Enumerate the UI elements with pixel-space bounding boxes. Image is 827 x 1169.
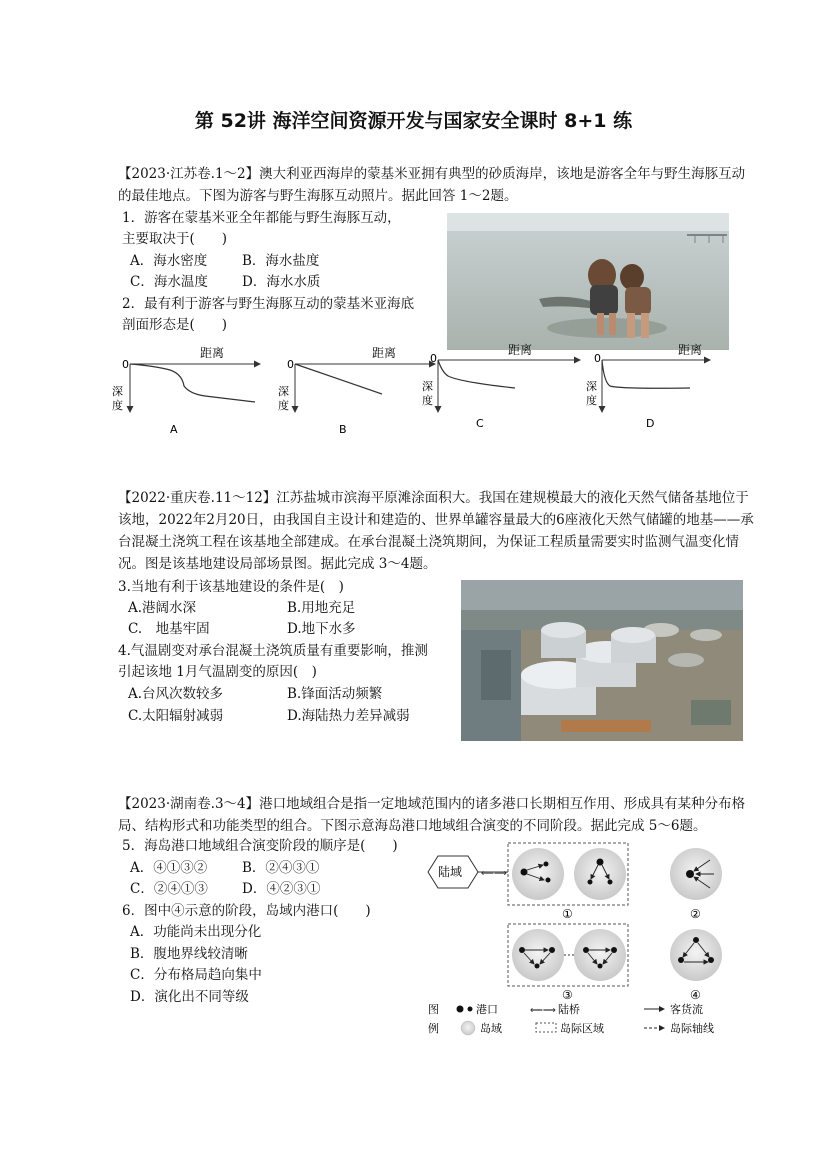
q4-option-c[interactable]: C.太阳辐射减弱 xyxy=(128,708,224,724)
graph-a-label: A xyxy=(170,423,178,436)
diagram-legend xyxy=(428,1002,714,1035)
stage2-island xyxy=(670,848,722,900)
stage3-label: ③ xyxy=(562,988,573,1002)
profile-graph-c xyxy=(422,343,580,430)
graph-a-zero: 0 xyxy=(122,358,129,371)
seabed-profile-graphs xyxy=(110,342,720,437)
stage3-island-left xyxy=(512,929,564,981)
q6-option-a[interactable]: A．功能尚未出现分化 xyxy=(130,924,262,940)
stage3-island-right xyxy=(574,929,626,981)
legend-island: 岛域 xyxy=(480,1022,502,1035)
profile-curve-b xyxy=(295,364,382,394)
section3-intro: 【2023·湖南卷.3～4】港口地域组合是指一定地域范围内的诸多港口长期相互作用、形成具有某种分布格局、结构形式和功能类型的组合。下图示意海岛港口地域组合演变的不同阶段。据此完成 5～6题。 xyxy=(118,796,746,834)
q6-option-d[interactable]: D．演化出不同等级 xyxy=(130,989,249,1005)
graph-b-distance: 距离 xyxy=(372,346,397,360)
legend-port: 港口 xyxy=(476,1003,498,1016)
graph-a-depth-2: 度 xyxy=(112,399,123,412)
stage4-island xyxy=(670,929,722,981)
graph-d-depth-2: 度 xyxy=(586,394,597,407)
stage1-island-left xyxy=(512,848,564,900)
q6-option-b[interactable]: B．腹地界线较清晰 xyxy=(130,946,248,962)
section2-intro: 【2022·重庆卷.11～12】江苏盐城市滨海平原滩涂面积大。我国在建规模最大的液化天然气储备基地位于该地，2022年2月20日，由我国自主设计和建造的、世界单罐容量最大的6座液化天然气储罐的地基——承台混凝土浇筑工程在该基地全部建成。在承台混凝土浇筑期间，为保证工程质量需要实时监测气温变化情况。图是该基地建设局部场景图。据此完成 3～4题。 xyxy=(118,490,754,572)
mainland-block xyxy=(428,856,478,888)
graph-c-distance: 距离 xyxy=(508,343,533,357)
q4-stem-line1: 4.气温剧变对承台混凝土浇筑质量有重要影响，推测 xyxy=(118,643,428,659)
q4-option-b[interactable]: B.锋面活动频繁 xyxy=(287,686,383,702)
legend-axis: 岛际轴线 xyxy=(670,1022,714,1035)
q1-option-a[interactable]: A．海水密度 xyxy=(130,253,208,269)
stage2-label: ② xyxy=(690,907,701,921)
q5-option-c[interactable]: C．②④①③ xyxy=(130,881,208,897)
q5-stem: 5．海岛港口地域组合演变阶段的顺序是( ) xyxy=(122,838,398,854)
graph-b-label: B xyxy=(339,423,347,436)
q1-stem-line2: 主要取决于( ) xyxy=(122,231,228,247)
q2-stem-line1: 2．最有利于游客与野生海豚互动的蒙基米亚海底 xyxy=(122,296,415,312)
port-evolution-diagram xyxy=(418,836,738,1038)
q4-stem-line2: 引起该地 1月气温剧变的原因( ) xyxy=(118,664,317,680)
q1-option-b[interactable]: B．海水盐度 xyxy=(242,253,320,269)
legend-title-1: 图 xyxy=(428,1003,439,1016)
stage4-label: ④ xyxy=(690,988,701,1002)
graph-a-depth-1: 深 xyxy=(112,385,123,398)
legend-inter: 岛际区域 xyxy=(560,1022,604,1035)
q3-option-d[interactable]: D.地下水多 xyxy=(287,621,356,637)
graph-d-distance: 距离 xyxy=(678,343,703,357)
legend-passenger: 客货流 xyxy=(670,1003,703,1016)
graph-c-depth-2: 度 xyxy=(422,394,433,407)
q3-stem: 3.当地有利于该基地建设的条件是( ) xyxy=(118,579,344,595)
q2-stem-line2: 剖面形态是( ) xyxy=(122,317,228,333)
dolphin-photo xyxy=(447,213,729,350)
q5-option-d[interactable]: D．④②③① xyxy=(242,881,321,897)
q1-option-c[interactable]: C．海水温度 xyxy=(130,274,208,290)
q5-option-a[interactable]: A．④①③② xyxy=(130,860,208,876)
graph-c-zero: 0 xyxy=(430,352,437,365)
profile-curve-c xyxy=(438,360,515,388)
graph-d-label: D xyxy=(646,417,655,430)
graph-a-distance: 距离 xyxy=(200,346,225,360)
q1-option-d[interactable]: D．海水水质 xyxy=(242,274,321,290)
legend-title-2: 例 xyxy=(428,1022,439,1035)
q5-option-b[interactable]: B．②④③① xyxy=(242,860,320,876)
profile-curve-a xyxy=(130,364,255,402)
lng-base-photo xyxy=(461,580,743,741)
graph-d-zero: 0 xyxy=(594,352,601,365)
q6-option-c[interactable]: C．分布格局趋向集中 xyxy=(130,967,262,983)
graph-b-depth-1: 深 xyxy=(278,385,289,398)
graph-c-depth-1: 深 xyxy=(422,380,433,393)
section1-intro: 【2023·江苏卷.1～2】澳大利亚西海岸的蒙基米亚拥有典型的砂质海岸，该地是游客全年与野生海豚互动的最佳地点。下图为游客与野生海豚互动照片。据此回答 1～2题。 xyxy=(118,166,746,204)
q6-stem: 6．图中④示意的阶段，岛域内港口( ) xyxy=(122,903,371,919)
legend-bridge: 陆桥 xyxy=(558,1003,580,1016)
profile-graph-d xyxy=(586,343,710,430)
q1-stem-line1: 1．游客在蒙基米亚全年都能与野生海豚互动， xyxy=(122,210,401,226)
q3-option-a[interactable]: A.港阔水深 xyxy=(128,600,197,616)
q4-option-a[interactable]: A.台风次数较多 xyxy=(128,686,224,702)
graph-c-label: C xyxy=(476,417,484,430)
graph-d-depth-1: 深 xyxy=(586,380,597,393)
q3-option-b[interactable]: B.用地充足 xyxy=(287,600,356,616)
profile-curve-d xyxy=(602,360,690,388)
q3-option-c[interactable]: C. 地基牢固 xyxy=(128,621,210,637)
graph-b-depth-2: 度 xyxy=(278,399,289,412)
land-bridge xyxy=(478,869,508,879)
svg-text:⟸⟹: ⟸⟹ xyxy=(530,1006,556,1016)
stage1-label: ① xyxy=(562,907,573,921)
stage1-island-right xyxy=(574,848,626,900)
profile-graph-b xyxy=(278,346,435,436)
mainland-label: 陆域 xyxy=(438,865,463,879)
page-title: 第 52讲 海洋空间资源开发与国家安全课时 8+1 练 xyxy=(194,110,633,132)
profile-graph-a xyxy=(112,346,260,436)
svg-text:⟸⟹: ⟸⟹ xyxy=(481,869,507,879)
q4-option-d[interactable]: D.海陆热力差异减弱 xyxy=(287,708,410,724)
graph-b-zero: 0 xyxy=(287,358,294,371)
